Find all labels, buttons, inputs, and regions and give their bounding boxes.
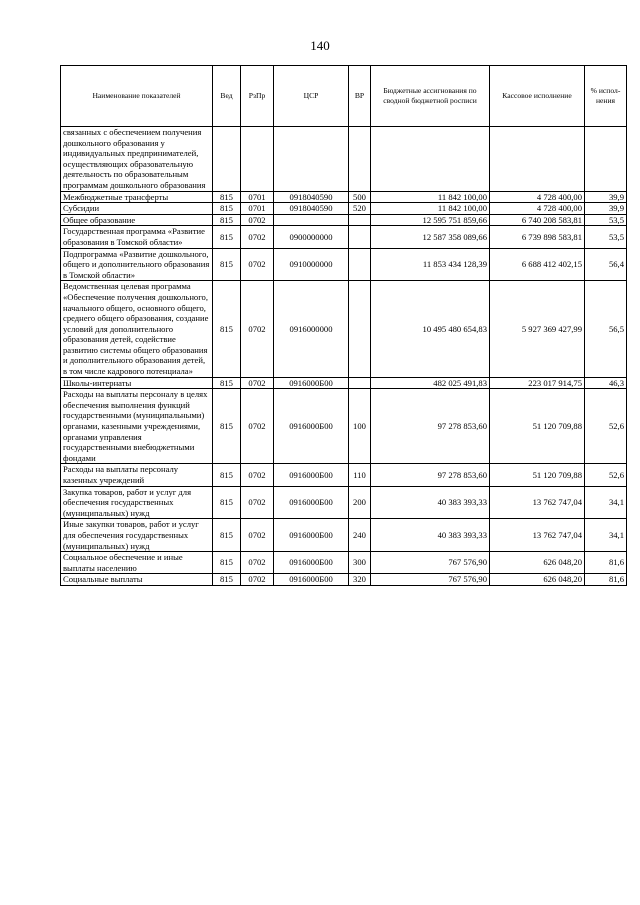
table-row xyxy=(61,377,627,389)
row-name: Социальные выплаты xyxy=(61,574,213,586)
row-rzpr: 0702 xyxy=(241,552,274,574)
row-budget: 40 383 393,33 xyxy=(371,519,490,552)
row-cash: 51 120 709,88 xyxy=(490,464,585,486)
row-percent: 81,6 xyxy=(585,552,627,574)
budget-execution-table xyxy=(60,65,627,586)
row-name: Общее образование xyxy=(61,214,213,226)
row-rzpr: 0702 xyxy=(241,248,274,281)
row-budget: 12 595 751 859,66 xyxy=(371,214,490,226)
row-cash: 6 688 412 402,15 xyxy=(490,248,585,281)
row-budget: 11 853 434 128,39 xyxy=(371,248,490,281)
row-csr: 0918040590 xyxy=(274,191,349,203)
row-ved xyxy=(213,127,241,192)
header-ved: Вед xyxy=(213,66,241,127)
row-ved: 815 xyxy=(213,552,241,574)
row-ved: 815 xyxy=(213,389,241,464)
row-csr: 0916000Б00 xyxy=(274,389,349,464)
row-rzpr: 0701 xyxy=(241,191,274,203)
table-row xyxy=(61,214,627,226)
row-percent: 81,6 xyxy=(585,574,627,586)
row-ved: 815 xyxy=(213,377,241,389)
header-cash: Кассовое исполнение xyxy=(490,66,585,127)
row-csr: 0916000Б00 xyxy=(274,464,349,486)
row-percent xyxy=(585,127,627,192)
row-ved: 815 xyxy=(213,486,241,519)
row-cash: 13 762 747,04 xyxy=(490,486,585,519)
row-budget: 97 278 853,60 xyxy=(371,389,490,464)
row-rzpr: 0702 xyxy=(241,226,274,248)
row-budget: 767 576,90 xyxy=(371,574,490,586)
header-rzpr: РзПр xyxy=(241,66,274,127)
row-percent: 52,6 xyxy=(585,464,627,486)
row-name: Субсидии xyxy=(61,203,213,215)
table-row xyxy=(61,191,627,203)
header-name: Наименование показателей xyxy=(61,66,213,127)
row-name: связанных с обеспечением получения дошкольного образования у индивидуальных предпринимателей, осуществляющих образовательную деятельность по образовательным программам дошкольного образования xyxy=(61,127,213,192)
row-budget: 10 495 480 654,83 xyxy=(371,281,490,377)
row-percent: 53,5 xyxy=(585,226,627,248)
table-row xyxy=(61,281,627,377)
row-ved: 815 xyxy=(213,191,241,203)
row-csr: 0918040590 xyxy=(274,203,349,215)
header-budget: Бюджетные ассигнования по сводной бюджетной росписи xyxy=(371,66,490,127)
row-vr xyxy=(349,281,371,377)
row-csr: 0910000000 xyxy=(274,248,349,281)
row-percent: 46,3 xyxy=(585,377,627,389)
row-ved: 815 xyxy=(213,464,241,486)
row-ved: 815 xyxy=(213,248,241,281)
row-rzpr: 0702 xyxy=(241,377,274,389)
header-percent: % испол-нения xyxy=(585,66,627,127)
row-budget: 11 842 100,00 xyxy=(371,203,490,215)
header-csr: ЦСР xyxy=(274,66,349,127)
row-csr: 0916000Б00 xyxy=(274,486,349,519)
row-name: Социальное обеспечение и иные выплаты населению xyxy=(61,552,213,574)
row-csr: 0916000000 xyxy=(274,281,349,377)
row-csr: 0916000Б00 xyxy=(274,377,349,389)
row-ved: 815 xyxy=(213,214,241,226)
row-name: Закупка товаров, работ и услуг для обеспечения государственных (муниципальных) нужд xyxy=(61,486,213,519)
page-number: 140 xyxy=(310,38,330,53)
row-name: Подпрограмма «Развитие дошкольного, общего и дополнительного образования в Томской области» xyxy=(61,248,213,281)
row-name: Школы-интернаты xyxy=(61,377,213,389)
row-csr: 0916000Б00 xyxy=(274,552,349,574)
row-name: Межбюджетные трансферты xyxy=(61,191,213,203)
row-percent: 56,5 xyxy=(585,281,627,377)
row-vr xyxy=(349,127,371,192)
row-cash xyxy=(490,127,585,192)
row-cash: 4 728 400,00 xyxy=(490,191,585,203)
row-cash: 5 927 369 427,99 xyxy=(490,281,585,377)
row-cash: 626 048,20 xyxy=(490,552,585,574)
header-vr: ВР xyxy=(349,66,371,127)
row-percent: 34,1 xyxy=(585,519,627,552)
row-vr xyxy=(349,248,371,281)
row-percent: 56,4 xyxy=(585,248,627,281)
row-budget: 40 383 393,33 xyxy=(371,486,490,519)
row-budget: 11 842 100,00 xyxy=(371,191,490,203)
row-ved: 815 xyxy=(213,203,241,215)
table-row xyxy=(61,519,627,552)
table-header-row xyxy=(61,66,627,127)
row-percent: 39,9 xyxy=(585,191,627,203)
row-csr xyxy=(274,214,349,226)
table-row xyxy=(61,127,627,192)
row-rzpr: 0702 xyxy=(241,389,274,464)
row-budget: 12 587 358 089,66 xyxy=(371,226,490,248)
row-csr: 0916000Б00 xyxy=(274,574,349,586)
table-row xyxy=(61,203,627,215)
row-csr xyxy=(274,127,349,192)
table-row xyxy=(61,486,627,519)
row-rzpr xyxy=(241,127,274,192)
row-percent: 53,5 xyxy=(585,214,627,226)
row-cash: 4 728 400,00 xyxy=(490,203,585,215)
row-vr xyxy=(349,226,371,248)
table-row xyxy=(61,574,627,586)
row-name: Расходы на выплаты персоналу казенных учреждений xyxy=(61,464,213,486)
row-rzpr: 0701 xyxy=(241,203,274,215)
row-rzpr: 0702 xyxy=(241,281,274,377)
row-vr: 100 xyxy=(349,389,371,464)
row-name: Иные закупки товаров, работ и услуг для обеспечения государственных (муниципальных) нужд xyxy=(61,519,213,552)
row-percent: 52,6 xyxy=(585,389,627,464)
row-rzpr: 0702 xyxy=(241,214,274,226)
row-cash: 223 017 914,75 xyxy=(490,377,585,389)
row-rzpr: 0702 xyxy=(241,486,274,519)
row-name: Государственная программа «Развитие образования в Томской области» xyxy=(61,226,213,248)
row-vr: 500 xyxy=(349,191,371,203)
row-percent: 34,1 xyxy=(585,486,627,519)
row-budget xyxy=(371,127,490,192)
row-cash: 6 740 208 583,81 xyxy=(490,214,585,226)
row-vr xyxy=(349,377,371,389)
row-rzpr: 0702 xyxy=(241,464,274,486)
table-row xyxy=(61,226,627,248)
row-vr: 320 xyxy=(349,574,371,586)
row-vr: 520 xyxy=(349,203,371,215)
table-row xyxy=(61,552,627,574)
row-vr: 240 xyxy=(349,519,371,552)
row-cash: 626 048,20 xyxy=(490,574,585,586)
row-cash: 13 762 747,04 xyxy=(490,519,585,552)
table-row xyxy=(61,464,627,486)
row-vr: 110 xyxy=(349,464,371,486)
row-cash: 51 120 709,88 xyxy=(490,389,585,464)
row-vr: 300 xyxy=(349,552,371,574)
row-ved: 815 xyxy=(213,226,241,248)
table-row xyxy=(61,389,627,464)
row-csr: 0900000000 xyxy=(274,226,349,248)
row-vr xyxy=(349,214,371,226)
table-row xyxy=(61,248,627,281)
row-ved: 815 xyxy=(213,519,241,552)
row-budget: 97 278 853,60 xyxy=(371,464,490,486)
row-percent: 39,9 xyxy=(585,203,627,215)
row-cash: 6 739 898 583,81 xyxy=(490,226,585,248)
row-name: Ведомственная целевая программа «Обеспечение получения дошкольного, начального общего, основного общего, среднего общего образования, создание условий для дополнительного образования детей, содействие развитию системы общего образования и дополнительного образования детей, в том числе кадрового потенциала» xyxy=(61,281,213,377)
row-rzpr: 0702 xyxy=(241,574,274,586)
row-vr: 200 xyxy=(349,486,371,519)
row-name: Расходы на выплаты персоналу в целях обеспечения выполнения функций государственными (муниципальными) органами, казенными учреждениями, органами управления государственными внебюджетными фондами xyxy=(61,389,213,464)
row-rzpr: 0702 xyxy=(241,519,274,552)
row-ved: 815 xyxy=(213,574,241,586)
row-budget: 767 576,90 xyxy=(371,552,490,574)
row-csr: 0916000Б00 xyxy=(274,519,349,552)
row-budget: 482 025 491,83 xyxy=(371,377,490,389)
row-ved: 815 xyxy=(213,281,241,377)
